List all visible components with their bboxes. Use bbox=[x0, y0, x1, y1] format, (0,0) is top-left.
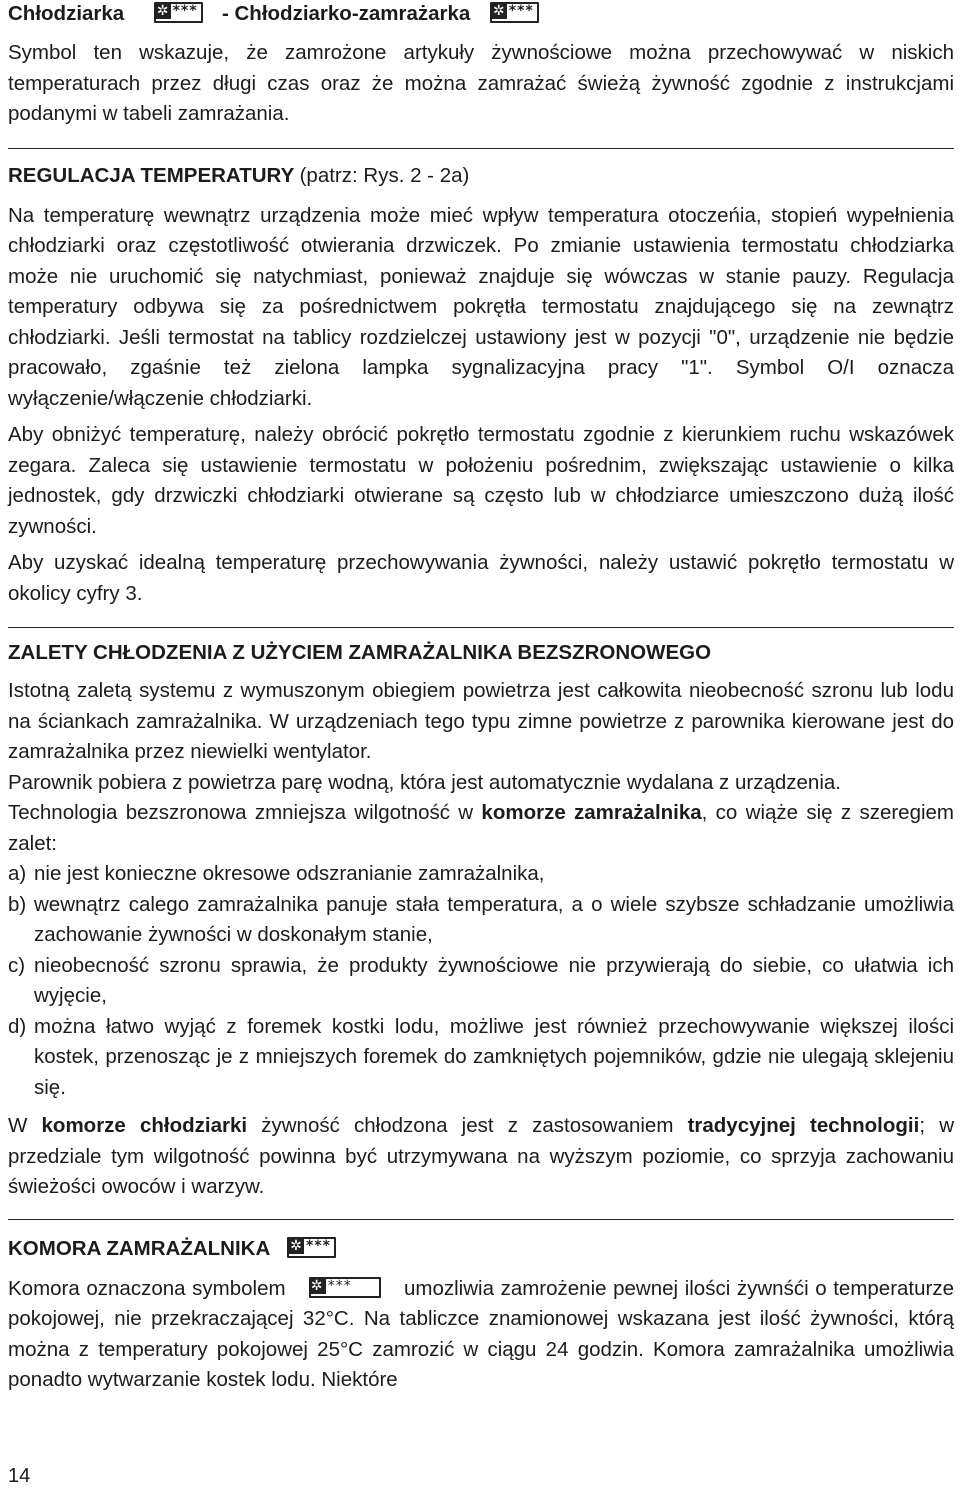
title-refrigerator: Chłodziarka bbox=[8, 2, 125, 25]
intro-paragraph: Symbol ten wskazuje, że zamrożone artykuły żywnościowe można przechowywać w niskich temperaturach przez długi czas oraz że można zamrażać świeżą żywność zgodnie z instrukcjami podanymi w tabeli zamrażania. bbox=[8, 41, 954, 125]
list-item: a) nie jest konieczne okresowe odszranianie zamrażalnika, bbox=[8, 862, 545, 885]
advantages-list bbox=[8, 859, 954, 1103]
list-item: c) nieobecność szronu sprawia, że produkty żywnościowe nie przywierają do siebie, co ułatwia ich wyjęcie, bbox=[8, 953, 954, 1007]
title-line bbox=[8, 0, 954, 28]
list-item: b) wewnątrz calego zamrażalnika panuje stała temperatura, a o wiele szybsze schładzanie umożliwia zachowanie żywności w doskonałym stanie, bbox=[8, 892, 954, 946]
list-item: d) można łatwo wyjąć z foremek kostki lodu, możliwe jest również przechowywanie większej ilości kostek, przenosząc je z mniejszych foremek do zamkniętych pojemników, gdzie nie ulegają sklejeniu się. bbox=[8, 1014, 954, 1099]
page-number: 14 bbox=[8, 1465, 31, 1487]
frostfree-heading: ZALETY CHŁODZENIA Z UŻYCIEM ZAMRAŻALNIKA BEZSZRONOWEGO bbox=[8, 641, 712, 664]
fridge-compartment-paragraph: W komorze chłodziarki żywność chłodzona jest z zastosowaniem tradycyjnej technologii; w przedziale tym wilgotność powinna być utrzymywana na wyższym poziomie, co sprzyja zachowaniu świeżości owoców i warzyw. bbox=[8, 1114, 954, 1198]
freezer-paragraph: Komora oznaczona symbolem ✲ *** umozliwia zamrożenie pewnej ilości żywnśći o temperaturze pokojowej, nie przekraczającej 32°C. Na tabliczce znamionowej wskazana jest ilość żywności, którą można z temperatury pokojowej 25°C zamrozić w ciągu 24 godzin. Komora zamrażalnika umożliwia ponadto wytwarzanie kostek lodu. Niektóre bbox=[8, 1276, 954, 1391]
frostfree-paragraph-1: Istotną zaletą systemu z wymuszonym obiegiem powietrza jest całkowita nieobecność szronu lub lodu na ściankach zamrażalnika. W urządzeniach tego typu zimne powietrze z parownika kierowane jest do zamrażalnika przez niewielki wentylator. bbox=[8, 679, 954, 763]
page-content bbox=[8, 0, 954, 1396]
frostfree-paragraph-2: Parownik pobiera z powietrza parę wodną, która jest automatycznie wydalana z urządzenia. bbox=[8, 770, 841, 794]
four-star-freezer-icon: ✲ *** bbox=[154, 2, 203, 23]
freezer-heading: KOMORA ZAMRAŻALNIKA ✲ *** bbox=[8, 1234, 954, 1264]
temperature-paragraph-2: Aby obniżyć temperaturę, należy obrócić pokrętło termostatu zgodnie z kierunkiem ruchu wskazówek zegara. Zaleca się ustawienie termostatu w położeniu pośrednim, zwiększając ustawienie o kilka jednostek, gdy drzwiczki chłodziarki otwierane są często lub w chłodziarce umieszczono dużą ilość zywności. bbox=[8, 423, 954, 538]
four-star-freezer-icon: ✲ *** bbox=[309, 1277, 381, 1298]
temperature-paragraph-3: Aby uzyskać idealną temperaturę przechowywania żywności, należy ustawić pokrętło termostatu w okolicy cyfry 3. bbox=[8, 551, 954, 605]
divider bbox=[8, 627, 954, 628]
divider bbox=[8, 148, 954, 149]
frostfree-paragraph-3: Technologia bezszronowa zmniejsza wilgotność w komorze zamrażalnika, co wiąże się z szeregiem zalet: bbox=[8, 801, 955, 855]
temperature-heading: REGULACJA TEMPERATURY (patrz: Rys. 2 - 2a) bbox=[8, 163, 470, 187]
temperature-paragraph-1: Na temperaturę wewnątrz urządzenia może mieć wpływ temperatura otoczeńia, stopień wypełnienia chłodziarki oraz częstotliwość otwierania drzwiczek. Po zmianie ustawienia termostatu chłodziarka może nie uruchomić się natychmiast, ponieważ znajduje się wówczas w stanie pauzy. Regulacja temperatury odbywa się za pośrednictwem pokrętła termostatu znajdującego się na zewnątrz chłodziarki. Jeśli termostat na tablicy rozdzielczej ustawiony jest w pozycji "0", urządzenie nie będzie pracowało, zgaśnie też zielona lampka sygnalizacyjna pracy "1". Symbol O/I oznacza wyłączenie/włączenie chłodziarki. bbox=[8, 203, 954, 410]
four-star-freezer-icon: ✲ *** bbox=[287, 1237, 336, 1258]
four-star-freezer-icon: ✲ *** bbox=[490, 2, 539, 23]
divider bbox=[8, 1219, 954, 1220]
title-fridge-freezer: - Chłodziarko-zamrażarka bbox=[221, 2, 471, 25]
